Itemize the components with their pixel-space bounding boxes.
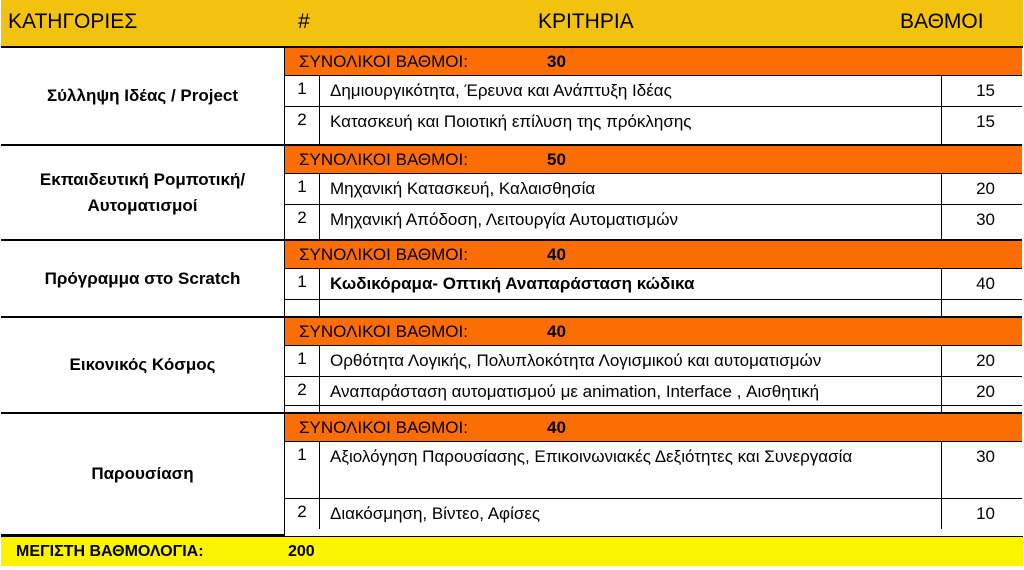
criterion-text: Κωδικόραμα- Οπτική Αναπαράσταση κώδικα bbox=[321, 269, 942, 299]
category-cell: Σύλληψη Ιδέας / Project bbox=[1, 48, 284, 146]
criterion-points: 20 bbox=[976, 382, 995, 401]
row-number: 1 bbox=[285, 76, 320, 106]
total-value: 30 bbox=[547, 52, 566, 71]
table-row bbox=[285, 76, 1022, 107]
criterion-text: Μηχανική Απόδοση, Λειτουργία Αυτοματισμών bbox=[321, 205, 942, 240]
total-label: ΣΥΝΟΛΙΚΟΙ ΒΑΘΜΟΙ: bbox=[299, 245, 468, 264]
row-number-empty bbox=[285, 406, 320, 414]
table-row bbox=[285, 107, 1022, 145]
criterion-points: 20 bbox=[976, 179, 995, 198]
criteria-group bbox=[284, 146, 1022, 241]
criteria-group bbox=[284, 241, 1022, 318]
total-label: ΣΥΝΟΛΙΚΟΙ ΒΑΘΜΟΙ: bbox=[299, 418, 468, 437]
category-cell: Εκπαιδευτική Ρομποτική/ Αυτοματισμοί bbox=[1, 146, 284, 241]
total-label: ΣΥΝΟΛΙΚΟΙ ΒΑΘΜΟΙ: bbox=[299, 52, 468, 71]
group-total-row bbox=[285, 241, 1022, 269]
table-header bbox=[1, 0, 1023, 48]
criterion-points: 40 bbox=[976, 274, 995, 293]
empty-row bbox=[285, 406, 1022, 414]
table-row bbox=[285, 377, 1022, 406]
criterion-text: Αξιολόγηση Παρουσίασης, Επικοινωνιακές Δεξιότητες και Συνεργασία bbox=[321, 442, 942, 498]
criterion-text: Δημιουργικότητα, Έρευνα και Ανάπτυξη Ιδέας bbox=[321, 76, 942, 106]
table-row bbox=[285, 346, 1022, 377]
criterion-text: Διακόσμηση, Βίντεο, Αφίσες bbox=[321, 499, 942, 529]
table-row bbox=[285, 442, 1022, 499]
criterion-points: 30 bbox=[976, 210, 995, 229]
row-number: 2 bbox=[285, 107, 320, 145]
category-cell: Πρόγραμμα στο Scratch bbox=[1, 241, 284, 318]
category-cell: Παρουσίαση bbox=[1, 414, 284, 536]
group-total-row bbox=[285, 318, 1022, 346]
row-number: 2 bbox=[285, 499, 320, 529]
criterion-text: Αναπαράσταση αυτοματισμού με animation, Interface , Αισθητική bbox=[321, 377, 942, 405]
header-categories: ΚΑΤΗΓΟΡΙΕΣ bbox=[8, 10, 138, 33]
total-value: 40 bbox=[547, 418, 566, 437]
row-number: 1 bbox=[285, 346, 320, 376]
group-total-row bbox=[285, 48, 1022, 76]
criteria-group bbox=[284, 318, 1022, 414]
table-row bbox=[285, 174, 1022, 205]
max-score-value: 200 bbox=[288, 543, 315, 560]
row-number: 1 bbox=[285, 269, 320, 299]
total-label: ΣΥΝΟΛΙΚΟΙ ΒΑΘΜΟΙ: bbox=[299, 322, 468, 341]
total-value: 50 bbox=[547, 150, 566, 169]
table-row bbox=[285, 269, 1022, 300]
criterion-text-empty bbox=[321, 406, 942, 414]
criterion-points: 10 bbox=[976, 504, 995, 523]
criterion-text: Μηχανική Κατασκευή, Καλαισθησία bbox=[321, 174, 942, 204]
row-number: 1 bbox=[285, 174, 320, 204]
criterion-points: 15 bbox=[976, 112, 995, 131]
table-row bbox=[285, 205, 1022, 240]
row-number: 2 bbox=[285, 377, 320, 405]
total-label: ΣΥΝΟΛΙΚΟΙ ΒΑΘΜΟΙ: bbox=[299, 150, 468, 169]
criterion-points: 15 bbox=[976, 81, 995, 100]
group-total-row bbox=[285, 414, 1022, 442]
max-score-label: ΜΕΓΙΣΤΗ ΒΑΘΜΟΛΟΓΙΑ: bbox=[16, 543, 204, 560]
criteria-group bbox=[284, 48, 1022, 146]
total-value: 40 bbox=[547, 322, 566, 341]
criterion-text: Ορθότητα Λογικής, Πολυπλοκότητα Λογισμικού και αυτοματισμών bbox=[321, 346, 942, 376]
total-value: 40 bbox=[547, 245, 566, 264]
header-criteria: ΚΡΙΤΗΡΙΑ bbox=[538, 10, 634, 33]
header-points: ΒΑΘΜΟΙ bbox=[900, 10, 984, 33]
row-number-empty bbox=[285, 300, 320, 316]
empty-row bbox=[285, 300, 1022, 316]
group-total-row bbox=[285, 146, 1022, 174]
category-cell: Εικονικός Κόσμος bbox=[1, 318, 284, 414]
max-score-bar bbox=[1, 536, 1023, 566]
criterion-text-empty bbox=[321, 300, 942, 316]
criteria-group bbox=[284, 414, 1022, 536]
criterion-points: 20 bbox=[976, 351, 995, 370]
criterion-text: Κατασκευή και Ποιοτική επίλυση της πρόκλησης bbox=[321, 107, 942, 145]
header-number: # bbox=[298, 10, 310, 33]
table-row bbox=[285, 499, 1022, 529]
row-number: 1 bbox=[285, 442, 320, 498]
row-number: 2 bbox=[285, 205, 320, 240]
criterion-points: 30 bbox=[976, 447, 995, 466]
